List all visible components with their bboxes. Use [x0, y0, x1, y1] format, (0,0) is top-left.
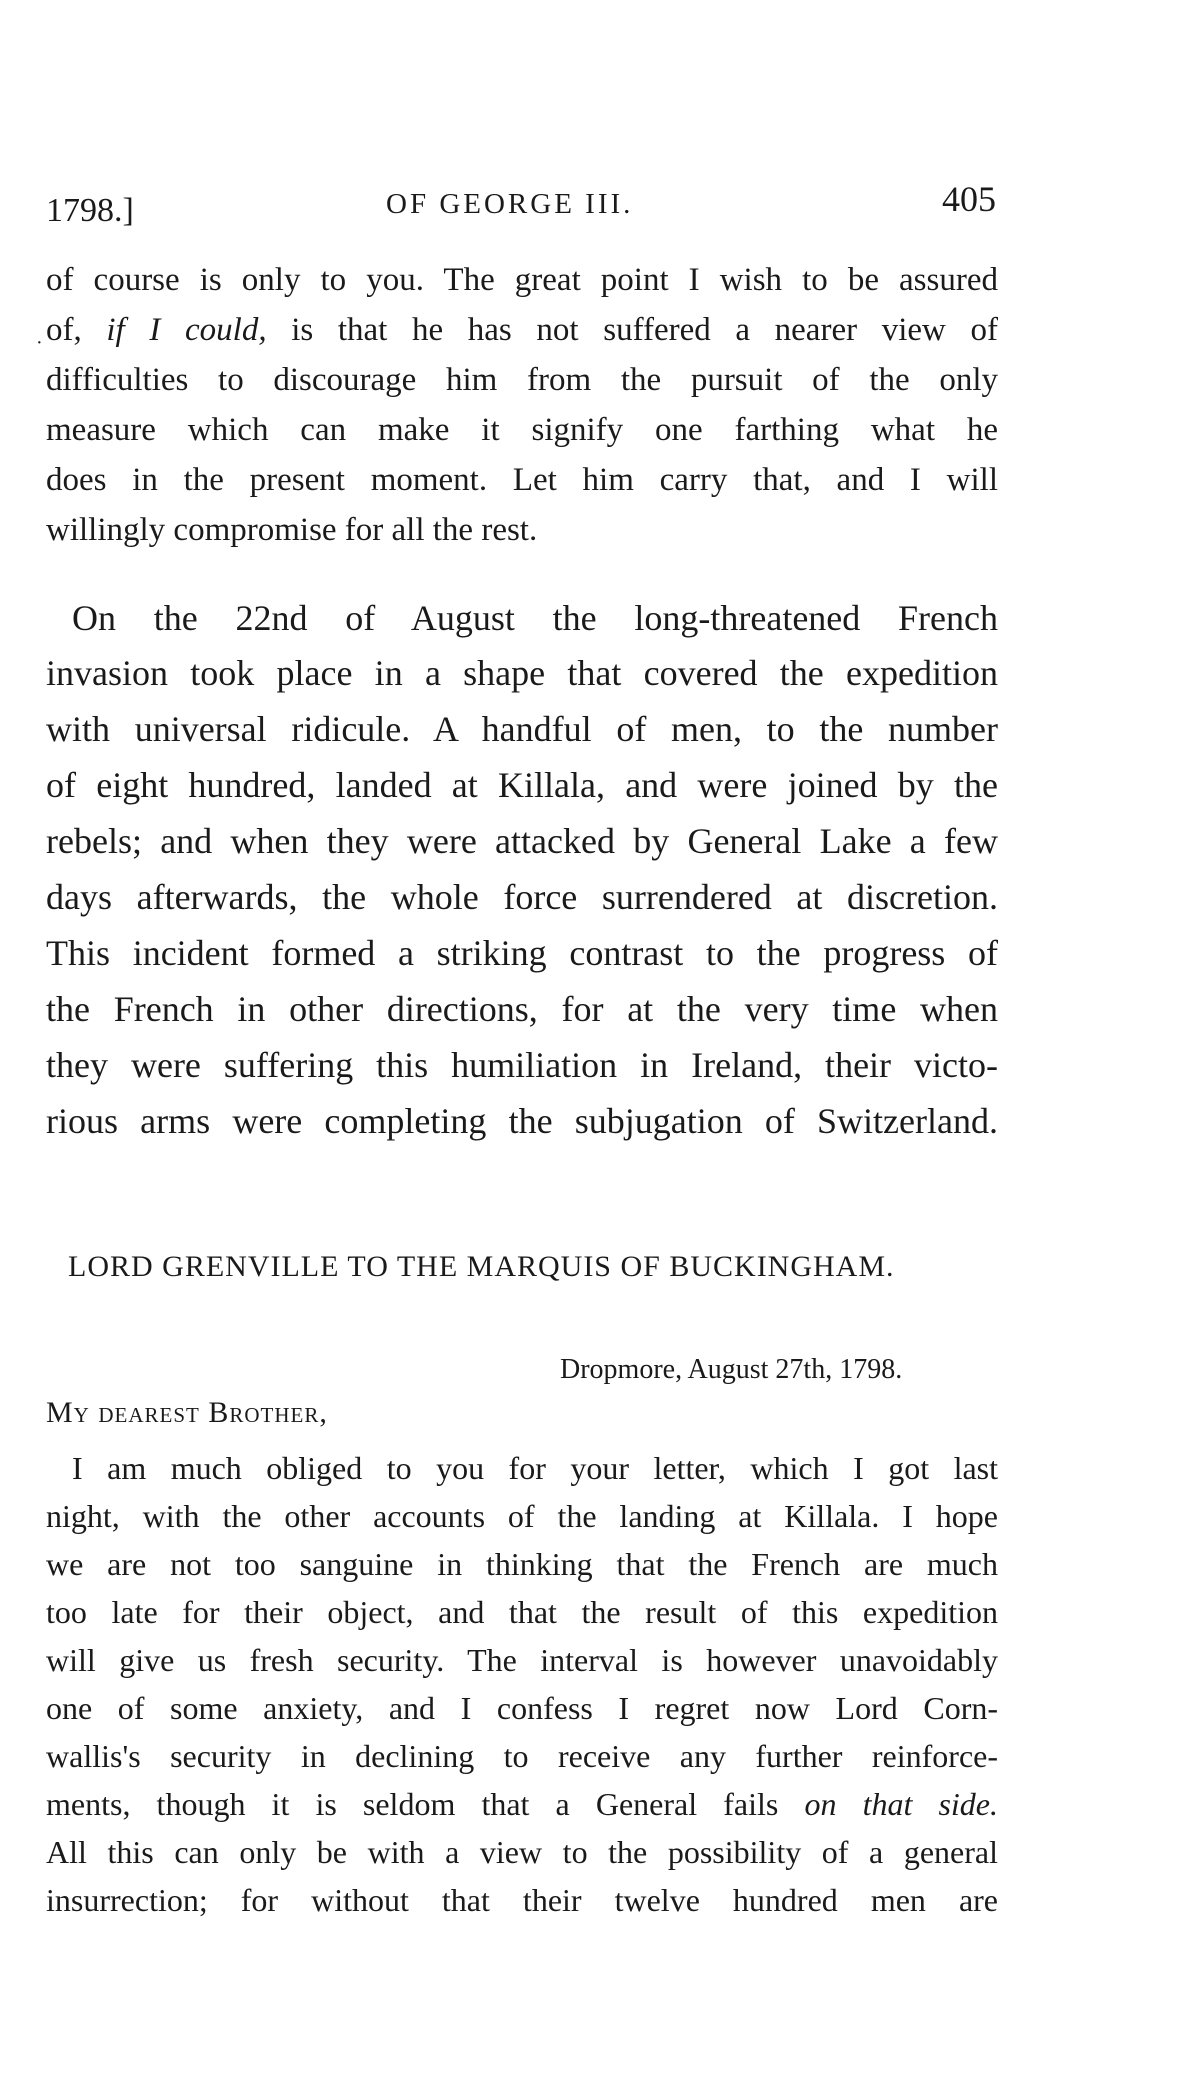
running-header — [46, 178, 996, 228]
text-line: On the 22nd of August the long-threatened French — [72, 598, 998, 638]
header-title: OF GEORGE III. — [386, 188, 634, 220]
text-line: will give us fresh security. The interval is however unavoidably — [46, 1642, 998, 1678]
text-line: the French in other directions, for at the very time when — [46, 989, 998, 1029]
text-line: one of some anxiety, and I confess I regret now Lord Corn- — [46, 1690, 998, 1726]
text-line: we are not too sanguine in thinking that the French are much — [46, 1546, 998, 1582]
text-line: insurrection; for without that their twelve hundred men are — [46, 1882, 998, 1918]
text-line: they were suffering this humiliation in Ireland, their victo- — [46, 1045, 998, 1085]
text-line: invasion took place in a shape that covered the expedition — [46, 653, 998, 693]
text-line: with universal ridicule. A handful of men, to the number — [46, 709, 998, 749]
text-line: difficulties to discourage him from the pursuit of the only — [46, 362, 998, 398]
text-line: too late for their object, and that the result of this expedition — [46, 1594, 998, 1630]
letter-heading: LORD GRENVILLE TO THE MARQUIS OF BUCKINGHAM. — [68, 1250, 895, 1283]
text-line: of, if I could, is that he has not suffered a nearer view of — [46, 312, 998, 348]
text-line: All this can only be with a view to the possibility of a general — [46, 1834, 998, 1870]
page-number: 405 — [942, 179, 996, 219]
text-line: rious arms were completing the subjugation of Switzerland. — [46, 1101, 998, 1141]
text-line: measure which can make it signify one farthing what he — [46, 412, 998, 448]
text-line: ments, though it is seldom that a General fails on that side. — [46, 1786, 999, 1822]
italic-phrase: if I could, — [106, 312, 267, 348]
letter-dateline: Dropmore, August 27th, 1798. — [560, 1354, 903, 1385]
text-line: wallis's security in declining to receive any further reinforce- — [46, 1738, 998, 1774]
text-line: rebels; and when they were attacked by General Lake a few — [46, 821, 998, 861]
text-line: of eight hundred, landed at Killala, and were joined by the — [46, 765, 998, 805]
text-line: This incident formed a striking contrast to the progress of — [46, 933, 998, 973]
text-line: of course is only to you. The great point I wish to be assured — [46, 262, 998, 298]
text-line: days afterwards, the whole force surrendered at discretion. — [46, 877, 998, 917]
text-line: willingly compromise for all the rest. — [46, 512, 538, 548]
letter-salutation: My dearest Brother, — [46, 1396, 328, 1429]
text-line: does in the present moment. Let him carry that, and I will — [46, 462, 998, 498]
margin-mark: · — [36, 332, 43, 354]
header-year: 1798.] — [46, 192, 134, 229]
text-line: night, with the other accounts of the landing at Killala. I hope — [46, 1498, 998, 1534]
italic-phrase: on that side. — [804, 1786, 999, 1822]
text-line: I am much obliged to you for your letter, which I got last — [72, 1450, 998, 1486]
